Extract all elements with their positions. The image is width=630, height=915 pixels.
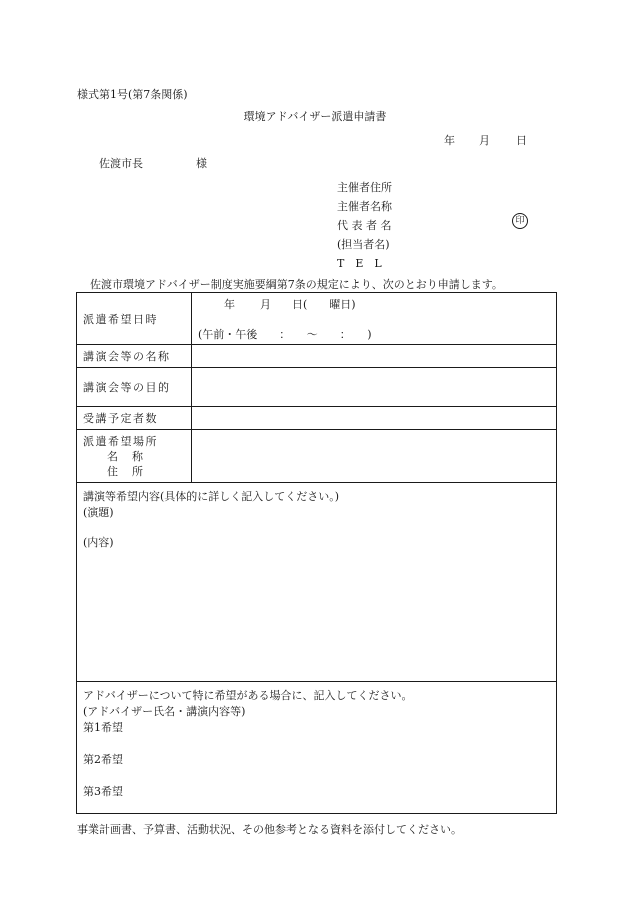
seal-icon: 印 — [512, 213, 528, 229]
venue-address-label: 住 所 — [107, 464, 145, 478]
venue-name-label: 名 称 — [107, 449, 145, 463]
table-row — [77, 368, 557, 407]
venue-label-cell — [77, 430, 192, 483]
table-row — [77, 430, 557, 483]
addressee-honorific: 様 — [196, 157, 207, 170]
table-row — [77, 345, 557, 368]
second-choice-label: 第2希望 — [83, 753, 123, 766]
lecture-content-heading: 講演等希望内容(具体的に詳しく記入してください。) — [83, 490, 340, 503]
adviser-preference-heading: アドバイザーについて特に希望がある場合に、記入してください。 — [83, 689, 413, 702]
lecture-body-label: (内容) — [83, 536, 114, 549]
venue-field[interactable] — [192, 430, 557, 483]
lecture-content-field[interactable] — [77, 483, 557, 682]
dispatch-datetime-label: 派遣希望日時 — [77, 293, 192, 345]
intro-text: 佐渡市環境アドバイザー制度実施要綱第7条の規定により、次のとおり申請します。 — [90, 278, 503, 291]
third-choice-label: 第3希望 — [83, 785, 123, 798]
tel-label: T E L — [337, 257, 382, 270]
addressee: 佐渡市長 — [99, 157, 143, 170]
representative-name-label: 代 表 者 名 — [337, 219, 392, 232]
table-row — [77, 682, 557, 814]
lecture-name-field[interactable] — [192, 345, 557, 368]
lecture-title-label: (演題) — [83, 506, 114, 519]
attachment-note: 事業計画書、予算書、活動状況、その他参考となる資料を添付してください。 — [77, 823, 462, 836]
contact-person-label: (担当者名) — [337, 238, 390, 251]
date-month-label: 月 — [479, 134, 490, 147]
date-year-label: 年 — [444, 134, 455, 147]
form-title: 環境アドバイザー派遣申請書 — [243, 110, 387, 123]
date-day-label: 日 — [516, 134, 527, 147]
table-row — [77, 483, 557, 682]
lecture-purpose-field[interactable] — [192, 368, 557, 407]
dispatch-datetime-field[interactable] — [192, 293, 557, 345]
table-row — [77, 293, 557, 345]
lecture-purpose-label: 講演会等の目的 — [77, 368, 192, 407]
dispatch-time-range-label: (午前・午後 ： ～ ： ) — [198, 328, 372, 341]
attendees-label: 受講予定者数 — [77, 407, 192, 430]
dispatch-day-weekday-label: 日( 曜日) — [292, 298, 356, 311]
dispatch-month-label: 月 — [260, 298, 271, 311]
venue-label: 派遣希望場所 — [83, 434, 158, 448]
form-number: 様式第1号(第7条関係) — [77, 88, 188, 101]
adviser-preference-field[interactable] — [77, 682, 557, 814]
adviser-preference-subheading: (アドバイザー氏名・講演内容等) — [83, 705, 246, 718]
table-row — [77, 407, 557, 430]
organizer-name-label: 主催者名称 — [337, 200, 392, 213]
first-choice-label: 第1希望 — [83, 721, 123, 734]
lecture-name-label: 講演会等の名称 — [77, 345, 192, 368]
dispatch-year-label: 年 — [224, 298, 235, 311]
request-table — [76, 292, 557, 814]
attendees-field[interactable] — [192, 407, 557, 430]
organizer-address-label: 主催者住所 — [337, 181, 392, 194]
